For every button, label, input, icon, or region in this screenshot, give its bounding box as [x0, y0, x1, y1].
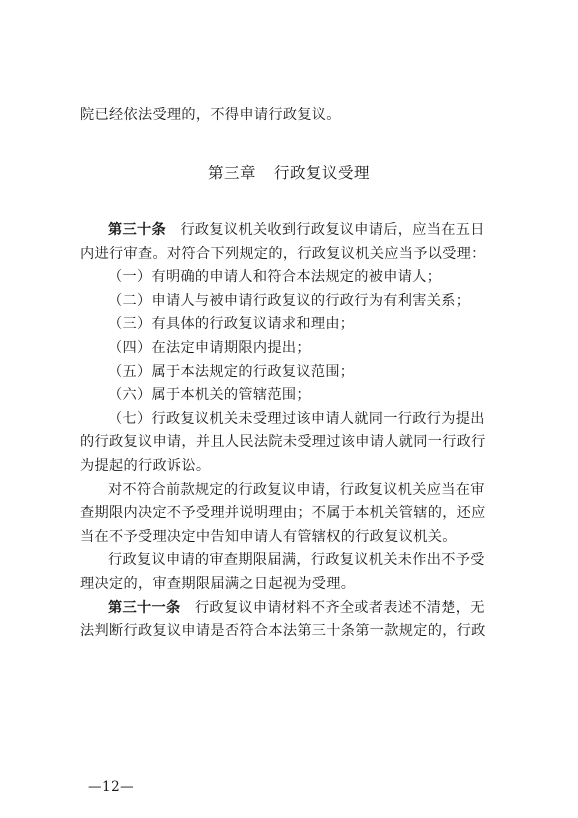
- article-30-item-6: （六）属于本机关的管辖范围；: [108, 387, 311, 404]
- article-30-item-3: （三）有具体的行政复议请求和理由；: [108, 316, 355, 333]
- article-30-item-7-line-2: 的行政复议申请，并且人民法院未受理过该申请人就同一行政行: [80, 434, 486, 451]
- chapter-number: 第三章: [207, 164, 256, 182]
- top-line: 院已经依法受理的，不得申请行政复议。: [80, 107, 341, 123]
- article-30-para-2-line-3: 当在不予受理决定中告知申请人有管辖权的行政复议机关。: [80, 528, 457, 545]
- article-30-line-1: 第三十条 行政复议机关收到行政复议申请后，应当在五日: [108, 222, 485, 238]
- article-30-para-2-line-2: 查期限内决定不予受理并说明理由；不属于本机关管辖的，还应: [80, 505, 486, 522]
- article-31-line-1: 第三十一条 行政复议申请材料不齐全或者表述不清楚，无: [108, 599, 485, 616]
- article-30-para-3-line-1: 行政复议申请的审查期限届满，行政复议机关未作出不予受: [108, 552, 485, 569]
- article-30-heading: 第三十条: [108, 222, 166, 238]
- continued-paragraph: [80, 104, 506, 128]
- article-30-item-7-line-1: （七）行政复议机关未受理过该申请人就同一行政行为提出: [108, 410, 485, 427]
- article-30-para-3-line-2: 理决定的，审查期限届满之日起视为受理。: [80, 575, 356, 592]
- article-30-item-2: （二）申请人与被申请行政复议的行政行为有利害关系；: [108, 292, 471, 309]
- article-31-heading: 第三十一条: [108, 599, 181, 616]
- page-number: —12—: [88, 779, 135, 795]
- article-30: [80, 219, 506, 644]
- article-30-item-5: （五）属于本法规定的行政复议范围；: [108, 363, 355, 380]
- article-31-line-2: 法判断行政复议申请是否符合本法第三十条第一款规定的，行政: [80, 623, 486, 640]
- article-30-item-1: （一）有明确的申请人和符合本法规定的被申请人；: [108, 269, 442, 286]
- chapter-heading: [0, 161, 578, 183]
- article-30-line-2: 内进行审查。对符合下列规定的，行政复议机关应当予以受理：: [80, 245, 486, 262]
- article-30-item-7-line-3: 为提起的行政诉讼。: [80, 457, 211, 474]
- article-30-para-2-line-1: 对不符合前款规定的行政复议申请，行政复议机关应当在审: [108, 481, 485, 498]
- article-30-item-4: （四）在法定申请期限内提出；: [108, 339, 311, 356]
- chapter-title: 行政复议受理: [274, 164, 371, 182]
